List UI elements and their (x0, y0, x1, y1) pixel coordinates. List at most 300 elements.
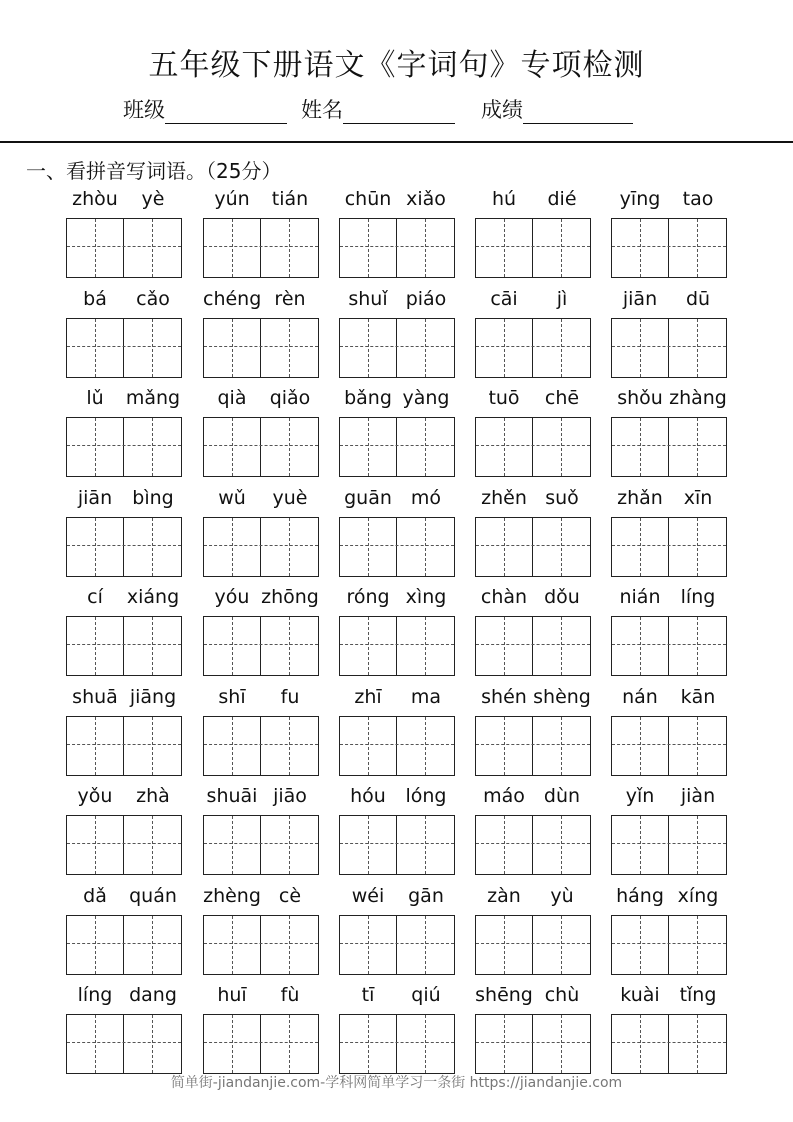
guide-line-vertical (368, 1015, 369, 1073)
pinyin-syllable: tǐng (679, 984, 717, 1006)
guide-line-vertical (561, 418, 562, 476)
pinyin-syllable: dǎ (83, 885, 107, 907)
guide-line-vertical (232, 816, 233, 874)
guide-line-vertical (504, 617, 505, 675)
box-divider (668, 916, 669, 974)
guide-line-horizontal (340, 843, 454, 844)
guide-line-vertical (368, 518, 369, 576)
box-divider (123, 816, 124, 874)
word-item (203, 882, 319, 942)
word-item (611, 583, 727, 643)
word-item (475, 683, 591, 743)
pinyin-syllable: jiàn (680, 785, 716, 807)
guide-line-vertical (640, 717, 641, 775)
guide-line-vertical (425, 219, 426, 277)
pinyin-syllable: jiāng (129, 686, 177, 708)
guide-line-vertical (425, 617, 426, 675)
box-divider (532, 816, 533, 874)
guide-line-vertical (95, 916, 96, 974)
pinyin-syllable: jiān (77, 487, 113, 509)
pinyin-syllable: bá (83, 288, 107, 310)
tianzige-box[interactable] (66, 417, 182, 477)
guide-line-vertical (289, 518, 290, 576)
pinyin-syllable: shuāi (206, 785, 258, 807)
guide-line-vertical (640, 518, 641, 576)
guide-line-horizontal (204, 1042, 318, 1043)
guide-line-horizontal (67, 843, 181, 844)
tianzige-box[interactable] (475, 1014, 591, 1074)
box-divider (532, 418, 533, 476)
guide-line-horizontal (612, 545, 726, 546)
pinyin-syllable: cǎo (136, 288, 170, 310)
pinyin-syllable: gān (408, 885, 444, 907)
word-item (66, 782, 182, 842)
guide-line-vertical (561, 319, 562, 377)
pinyin-syllable: kān (680, 686, 716, 708)
guide-line-horizontal (67, 246, 181, 247)
box-divider (123, 1015, 124, 1073)
name-field[interactable] (343, 101, 455, 124)
box-divider (532, 518, 533, 576)
box-divider (668, 617, 669, 675)
student-info (123, 94, 683, 124)
box-divider (668, 1015, 669, 1073)
guide-line-horizontal (612, 246, 726, 247)
pinyin-syllable: cí (87, 586, 103, 608)
guide-line-vertical (504, 219, 505, 277)
guide-line-vertical (368, 418, 369, 476)
guide-line-horizontal (67, 346, 181, 347)
pinyin-syllable: zhòu (72, 188, 118, 210)
guide-line-vertical (368, 717, 369, 775)
tianzige-box[interactable] (611, 417, 727, 477)
guide-line-vertical (425, 717, 426, 775)
word-item (203, 384, 319, 444)
box-divider (123, 617, 124, 675)
pinyin-syllable: qià (217, 387, 247, 409)
tianzige-box[interactable] (475, 815, 591, 875)
word-item (339, 882, 455, 942)
word-item (611, 882, 727, 942)
pinyin-syllable: dié (547, 188, 577, 210)
name-label: 姓名 (301, 98, 343, 122)
pinyin-syllable: líng (680, 586, 716, 608)
pinyin-syllable: piáo (405, 288, 447, 310)
tianzige-box[interactable] (203, 1014, 319, 1074)
guide-line-horizontal (204, 445, 318, 446)
tianzige-box[interactable] (475, 218, 591, 278)
guide-line-vertical (232, 617, 233, 675)
guide-line-vertical (152, 617, 153, 675)
word-item (66, 882, 182, 942)
tianzige-box[interactable] (475, 417, 591, 477)
pinyin-syllable: qiǎo (269, 387, 311, 409)
tianzige-box[interactable] (611, 517, 727, 577)
pinyin-syllable: bǎng (344, 387, 392, 409)
tianzige-box[interactable] (203, 517, 319, 577)
guide-line-vertical (640, 816, 641, 874)
pinyin-syllable: yún (214, 188, 250, 210)
word-item (203, 683, 319, 743)
guide-line-horizontal (612, 744, 726, 745)
guide-line-vertical (152, 717, 153, 775)
pinyin-syllable: zhěn (481, 487, 527, 509)
box-divider (260, 617, 261, 675)
guide-line-horizontal (476, 246, 590, 247)
tianzige-box[interactable] (203, 815, 319, 875)
guide-line-vertical (232, 319, 233, 377)
guide-line-horizontal (340, 545, 454, 546)
tianzige-box[interactable] (475, 318, 591, 378)
tianzige-box[interactable] (339, 616, 455, 676)
box-divider (396, 418, 397, 476)
pinyin-syllable: xiǎo (406, 188, 446, 210)
word-item (475, 484, 591, 544)
tianzige-box[interactable] (203, 218, 319, 278)
pinyin-syllable: lóng (405, 785, 447, 807)
guide-line-vertical (640, 418, 641, 476)
box-divider (396, 319, 397, 377)
guide-line-horizontal (476, 1042, 590, 1043)
tianzige-box[interactable] (203, 616, 319, 676)
guide-line-vertical (425, 319, 426, 377)
word-item (66, 583, 182, 643)
guide-line-vertical (504, 717, 505, 775)
guide-line-vertical (697, 219, 698, 277)
pinyin-syllable: fu (280, 686, 300, 708)
tianzige-box[interactable] (611, 318, 727, 378)
word-item (339, 583, 455, 643)
word-item (611, 285, 727, 345)
word-item (339, 782, 455, 842)
guide-line-horizontal (476, 943, 590, 944)
box-divider (123, 319, 124, 377)
guide-line-vertical (425, 1015, 426, 1073)
box-divider (532, 717, 533, 775)
pinyin-syllable: yǐn (625, 785, 655, 807)
guide-line-vertical (697, 617, 698, 675)
word-item (339, 384, 455, 444)
guide-line-horizontal (204, 744, 318, 745)
pinyin-syllable: shén (481, 686, 527, 708)
box-divider (123, 916, 124, 974)
guide-line-horizontal (204, 246, 318, 247)
class-field[interactable] (165, 101, 287, 124)
guide-line-horizontal (612, 843, 726, 844)
word-item (66, 981, 182, 1041)
guide-line-vertical (95, 219, 96, 277)
guide-line-vertical (640, 219, 641, 277)
box-divider (532, 916, 533, 974)
tianzige-box[interactable] (66, 218, 182, 278)
box-divider (668, 816, 669, 874)
pinyin-syllable: kuài (620, 984, 660, 1006)
guide-line-horizontal (476, 545, 590, 546)
tianzige-box[interactable] (611, 616, 727, 676)
guide-line-vertical (697, 1015, 698, 1073)
pinyin-syllable: cāi (490, 288, 518, 310)
guide-line-vertical (289, 418, 290, 476)
page-title: 五年级下册语文《字词句》专项检测 (148, 48, 645, 83)
guide-line-horizontal (340, 445, 454, 446)
guide-line-vertical (697, 816, 698, 874)
guide-line-vertical (232, 916, 233, 974)
pinyin-syllable: lǔ (86, 387, 104, 409)
guide-line-vertical (289, 916, 290, 974)
word-item (66, 384, 182, 444)
word-item (475, 285, 591, 345)
box-divider (396, 617, 397, 675)
pinyin-syllable: zhà (136, 785, 170, 807)
pinyin-syllable: dū (685, 288, 711, 310)
box-divider (668, 518, 669, 576)
word-item (475, 384, 591, 444)
tianzige-box[interactable] (66, 517, 182, 577)
pinyin-syllable: tī (361, 984, 375, 1006)
guide-line-vertical (232, 717, 233, 775)
guide-line-vertical (697, 518, 698, 576)
guide-line-horizontal (340, 1042, 454, 1043)
box-divider (260, 319, 261, 377)
word-item (339, 285, 455, 345)
pinyin-syllable: zhī (354, 686, 382, 708)
pinyin-syllable: yǒu (77, 785, 113, 807)
score-label: 成绩 (481, 98, 523, 122)
guide-line-horizontal (340, 346, 454, 347)
word-item (203, 981, 319, 1041)
guide-line-vertical (561, 518, 562, 576)
tianzige-box[interactable] (66, 815, 182, 875)
word-item (475, 882, 591, 942)
tianzige-box[interactable] (203, 318, 319, 378)
pinyin-syllable: jiān (622, 288, 658, 310)
pinyin-syllable: xìng (405, 586, 447, 608)
pinyin-syllable: máo (483, 785, 525, 807)
guide-line-horizontal (476, 843, 590, 844)
tianzige-box[interactable] (203, 915, 319, 975)
word-item (339, 981, 455, 1041)
box-divider (123, 717, 124, 775)
tianzige-box[interactable] (66, 1014, 182, 1074)
guide-line-horizontal (204, 943, 318, 944)
word-item (66, 484, 182, 544)
word-item (66, 285, 182, 345)
guide-line-horizontal (204, 346, 318, 347)
tianzige-box[interactable] (611, 716, 727, 776)
guide-line-horizontal (612, 445, 726, 446)
guide-line-vertical (289, 617, 290, 675)
pinyin-syllable: bìng (132, 487, 174, 509)
pinyin-syllable: yóu (214, 586, 250, 608)
pinyin-syllable: chē (544, 387, 580, 409)
pinyin-syllable: huī (217, 984, 247, 1006)
tianzige-box[interactable] (475, 517, 591, 577)
guide-line-horizontal (204, 644, 318, 645)
guide-line-horizontal (67, 943, 181, 944)
guide-line-horizontal (67, 1042, 181, 1043)
pinyin-syllable: chàn (480, 586, 528, 608)
pinyin-syllable: tuō (488, 387, 520, 409)
pinyin-syllable: mó (410, 487, 442, 509)
guide-line-vertical (368, 916, 369, 974)
tianzige-box[interactable] (611, 915, 727, 975)
pinyin-syllable: yàng (402, 387, 450, 409)
pinyin-syllable: wéi (351, 885, 385, 907)
tianzige-box[interactable] (339, 218, 455, 278)
box-divider (260, 717, 261, 775)
guide-line-horizontal (612, 644, 726, 645)
guide-line-vertical (504, 319, 505, 377)
pinyin-syllable: xiáng (126, 586, 180, 608)
pinyin-syllable: shèng (533, 686, 591, 708)
guide-line-horizontal (612, 1042, 726, 1043)
tianzige-box[interactable] (339, 318, 455, 378)
box-divider (532, 319, 533, 377)
pinyin-syllable: yuè (272, 487, 308, 509)
pinyin-syllable: fù (280, 984, 300, 1006)
tianzige-box[interactable] (203, 716, 319, 776)
guide-line-horizontal (476, 445, 590, 446)
box-divider (260, 916, 261, 974)
guide-line-horizontal (204, 843, 318, 844)
guide-line-vertical (232, 1015, 233, 1073)
pinyin-syllable: yù (550, 885, 574, 907)
word-item (203, 484, 319, 544)
guide-line-vertical (504, 916, 505, 974)
pinyin-syllable: quán (129, 885, 177, 907)
guide-line-vertical (561, 816, 562, 874)
guide-line-vertical (561, 1015, 562, 1073)
word-item (611, 185, 727, 245)
guide-line-vertical (640, 1015, 641, 1073)
pinyin-syllable: shuā (72, 686, 118, 708)
guide-line-vertical (697, 418, 698, 476)
pinyin-syllable: xīn (683, 487, 713, 509)
pinyin-syllable: shǒu (617, 387, 663, 409)
pinyin-syllable: chéng (203, 288, 262, 310)
guide-line-vertical (95, 617, 96, 675)
guide-line-vertical (289, 717, 290, 775)
pinyin-syllable: nán (622, 686, 658, 708)
pinyin-syllable: tián (271, 188, 309, 210)
score-field[interactable] (523, 101, 633, 124)
tianzige-box[interactable] (339, 716, 455, 776)
word-item (475, 185, 591, 245)
word-item (66, 683, 182, 743)
box-divider (260, 1015, 261, 1073)
tianzige-box[interactable] (339, 815, 455, 875)
guide-line-vertical (640, 319, 641, 377)
word-item (203, 583, 319, 643)
pinyin-syllable: qiú (411, 984, 441, 1006)
box-divider (532, 617, 533, 675)
tianzige-box[interactable] (475, 616, 591, 676)
pinyin-syllable: dang (129, 984, 177, 1006)
pinyin-syllable: ma (410, 686, 442, 708)
guide-line-vertical (289, 219, 290, 277)
tianzige-box[interactable] (611, 218, 727, 278)
tianzige-box[interactable] (66, 716, 182, 776)
box-divider (260, 418, 261, 476)
guide-line-horizontal (67, 545, 181, 546)
pinyin-syllable: chù (544, 984, 580, 1006)
guide-line-vertical (152, 418, 153, 476)
guide-line-vertical (152, 816, 153, 874)
tianzige-box[interactable] (611, 1014, 727, 1074)
pinyin-syllable: shī (218, 686, 246, 708)
box-divider (123, 418, 124, 476)
guide-line-horizontal (612, 943, 726, 944)
box-divider (123, 219, 124, 277)
section-heading: 一、看拼音写词语。（25分） (26, 159, 282, 183)
tianzige-box[interactable] (339, 417, 455, 477)
guide-line-horizontal (67, 644, 181, 645)
tianzige-box[interactable] (66, 318, 182, 378)
box-divider (260, 816, 261, 874)
box-divider (396, 518, 397, 576)
pinyin-syllable: jiāo (273, 785, 307, 807)
guide-line-vertical (368, 319, 369, 377)
pinyin-syllable: hú (491, 188, 517, 210)
guide-line-vertical (697, 916, 698, 974)
box-divider (532, 219, 533, 277)
word-item (611, 683, 727, 743)
guide-line-vertical (504, 518, 505, 576)
guide-line-vertical (425, 518, 426, 576)
tianzige-box[interactable] (66, 915, 182, 975)
pinyin-syllable: líng (77, 984, 113, 1006)
box-divider (668, 219, 669, 277)
pinyin-syllable: rèn (274, 288, 306, 310)
class-label: 班级 (123, 98, 165, 122)
guide-line-horizontal (340, 744, 454, 745)
word-item (203, 285, 319, 345)
pinyin-syllable: zhǎn (617, 487, 663, 509)
guide-line-vertical (504, 1015, 505, 1073)
guide-line-vertical (232, 518, 233, 576)
tianzige-box[interactable] (475, 915, 591, 975)
guide-line-vertical (368, 617, 369, 675)
box-divider (260, 219, 261, 277)
guide-line-horizontal (204, 545, 318, 546)
pinyin-syllable: cè (278, 885, 302, 907)
guide-line-horizontal (476, 346, 590, 347)
tianzige-box[interactable] (203, 417, 319, 477)
tianzige-box[interactable] (611, 815, 727, 875)
tianzige-box[interactable] (475, 716, 591, 776)
pinyin-syllable: zhōng (261, 586, 319, 608)
tianzige-box[interactable] (339, 517, 455, 577)
guide-line-vertical (425, 916, 426, 974)
tianzige-box[interactable] (339, 1014, 455, 1074)
box-divider (668, 418, 669, 476)
guide-line-vertical (152, 916, 153, 974)
guide-line-vertical (95, 319, 96, 377)
guide-line-vertical (232, 418, 233, 476)
pinyin-syllable: nián (619, 586, 661, 608)
box-divider (123, 518, 124, 576)
pinyin-syllable: zhàng (669, 387, 727, 409)
footer-watermark: 简单街-jiandanjie.com-学科网简单学习一条街 https://jiandanjie.com (170, 1075, 623, 1091)
tianzige-box[interactable] (66, 616, 182, 676)
pinyin-syllable: háng (616, 885, 664, 907)
word-item (611, 384, 727, 444)
guide-line-vertical (561, 916, 562, 974)
guide-line-vertical (152, 1015, 153, 1073)
guide-line-vertical (232, 219, 233, 277)
tianzige-box[interactable] (339, 915, 455, 975)
guide-line-vertical (504, 418, 505, 476)
